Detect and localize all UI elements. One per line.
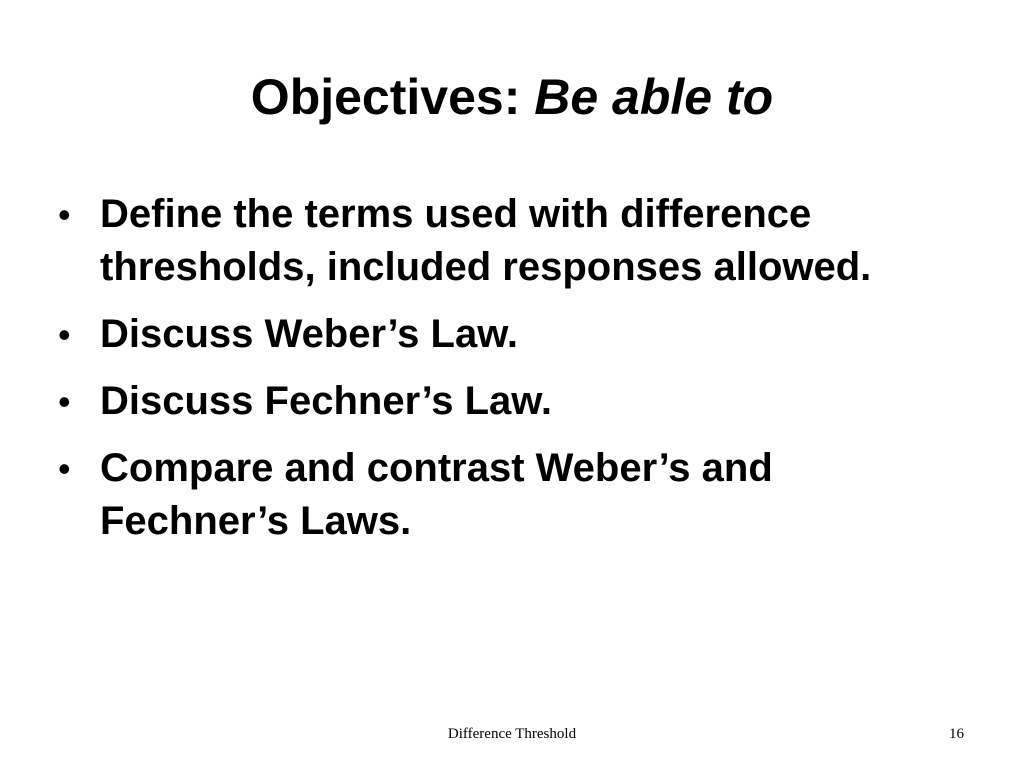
bullet-text: Discuss Fechner’s Law. [100,379,553,423]
list-item [58,308,938,361]
bullet-icon: • [58,194,71,235]
list-item [58,442,938,548]
slide-title [0,66,1024,128]
bullet-text: Discuss Weber’s Law. [100,312,518,356]
bullet-icon: • [58,314,71,355]
list-item [58,188,938,294]
bullet-text: Define the terms used with difference thresholds, included responses allowed. [100,192,872,289]
title-main: Objectives: [250,69,535,125]
title-emphasis: Be able to [534,69,774,125]
bullet-icon: • [58,448,71,489]
objectives-list [58,188,938,562]
page-number: 16 [949,726,964,742]
bullet-icon: • [58,381,71,422]
list-item [58,375,938,428]
footer-title: Difference Threshold [447,726,577,742]
bullet-text: Compare and contrast Weber’s and Fechner’s Laws. [100,446,773,543]
